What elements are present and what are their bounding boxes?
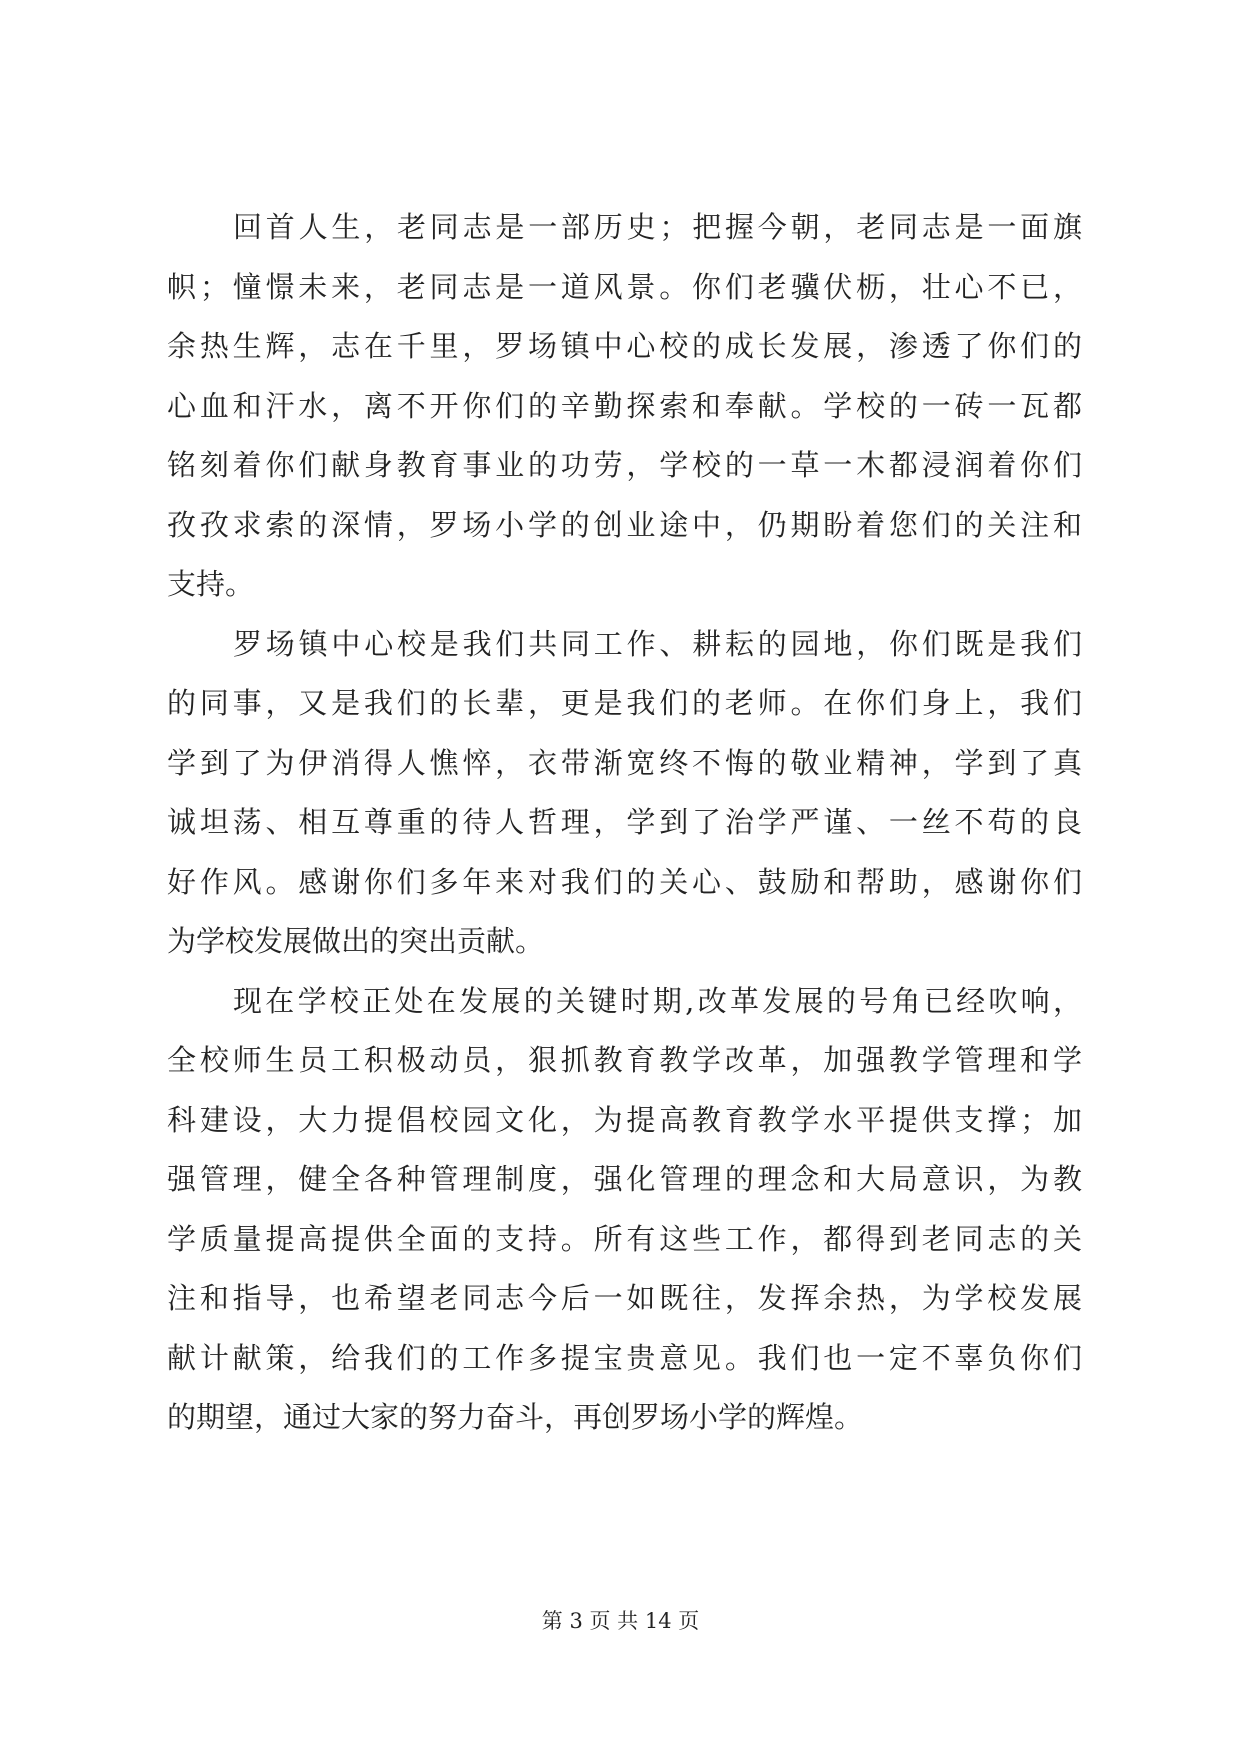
text-line: 科建设，大力提倡校园文化，为提高教育教学水平提供支撑；加 xyxy=(167,1102,1082,1137)
text-line: 回首人生，老同志是一部历史；把握今朝，老同志是一面旗 xyxy=(233,210,1082,244)
text-line: 学到了为伊消得人憔悴，衣带渐宽终不悔的敬业精神，学到了真 xyxy=(167,745,1082,780)
document-body xyxy=(167,198,1082,1448)
text-line: 全校师生员工积极动员，狠抓教育教学改革，加强教学管理和学 xyxy=(167,1043,1082,1077)
text-line: 诚坦荡、相互尊重的待人哲理，学到了治学严谨、一丝不苟的良 xyxy=(167,805,1082,839)
text-line: 心血和汗水，离不开你们的辛勤探索和奉献。学校的一砖一瓦都 xyxy=(167,388,1082,423)
text-line: 帜；憧憬未来，老同志是一道风景。你们老骥伏枥，壮心不已， xyxy=(167,269,1082,304)
paragraph-2 xyxy=(167,615,1082,972)
text-line: 好作风。感谢你们多年来对我们的关心、鼓励和帮助，感谢你们 xyxy=(167,864,1082,899)
text-line: 注和指导，也希望老同志今后一如既往，发挥余热，为学校发展 xyxy=(167,1281,1082,1315)
paragraph-1 xyxy=(167,198,1082,615)
text-line: 为学校发展做出的突出贡献。 xyxy=(167,924,545,958)
page-number-footer: 第 3 页 共 14 页 xyxy=(541,1609,700,1633)
text-line: 孜孜求索的深情，罗场小学的创业途中，仍期盼着您们的关注和 xyxy=(167,507,1082,542)
paragraph-3 xyxy=(167,972,1082,1448)
text-line: 支持。 xyxy=(167,567,255,601)
text-line: 现在学校正处在发展的关键时期,改革发展的号角已经吹响， xyxy=(233,983,1082,1018)
text-line: 强管理，健全各种管理制度，强化管理的理念和大局意识，为教 xyxy=(167,1162,1082,1196)
text-line: 罗场镇中心校是我们共同工作、耕耘的园地，你们既是我们 xyxy=(233,626,1082,661)
text-line: 余热生辉，志在千里，罗场镇中心校的成长发展，渗透了你们的 xyxy=(167,329,1082,363)
text-line: 献计献策，给我们的工作多提宝贵意见。我们也一定不辜负你们 xyxy=(167,1340,1082,1375)
text-line: 铭刻着你们献身教育事业的功劳，学校的一草一木都浸润着你们 xyxy=(167,448,1082,482)
text-line: 学质量提高提供全面的支持。所有这些工作，都得到老同志的关 xyxy=(167,1221,1082,1256)
text-line: 的同事，又是我们的长辈，更是我们的老师。在你们身上，我们 xyxy=(167,686,1082,720)
text-line: 的期望，通过大家的努力奋斗，再创罗场小学的辉煌。 xyxy=(167,1400,864,1434)
